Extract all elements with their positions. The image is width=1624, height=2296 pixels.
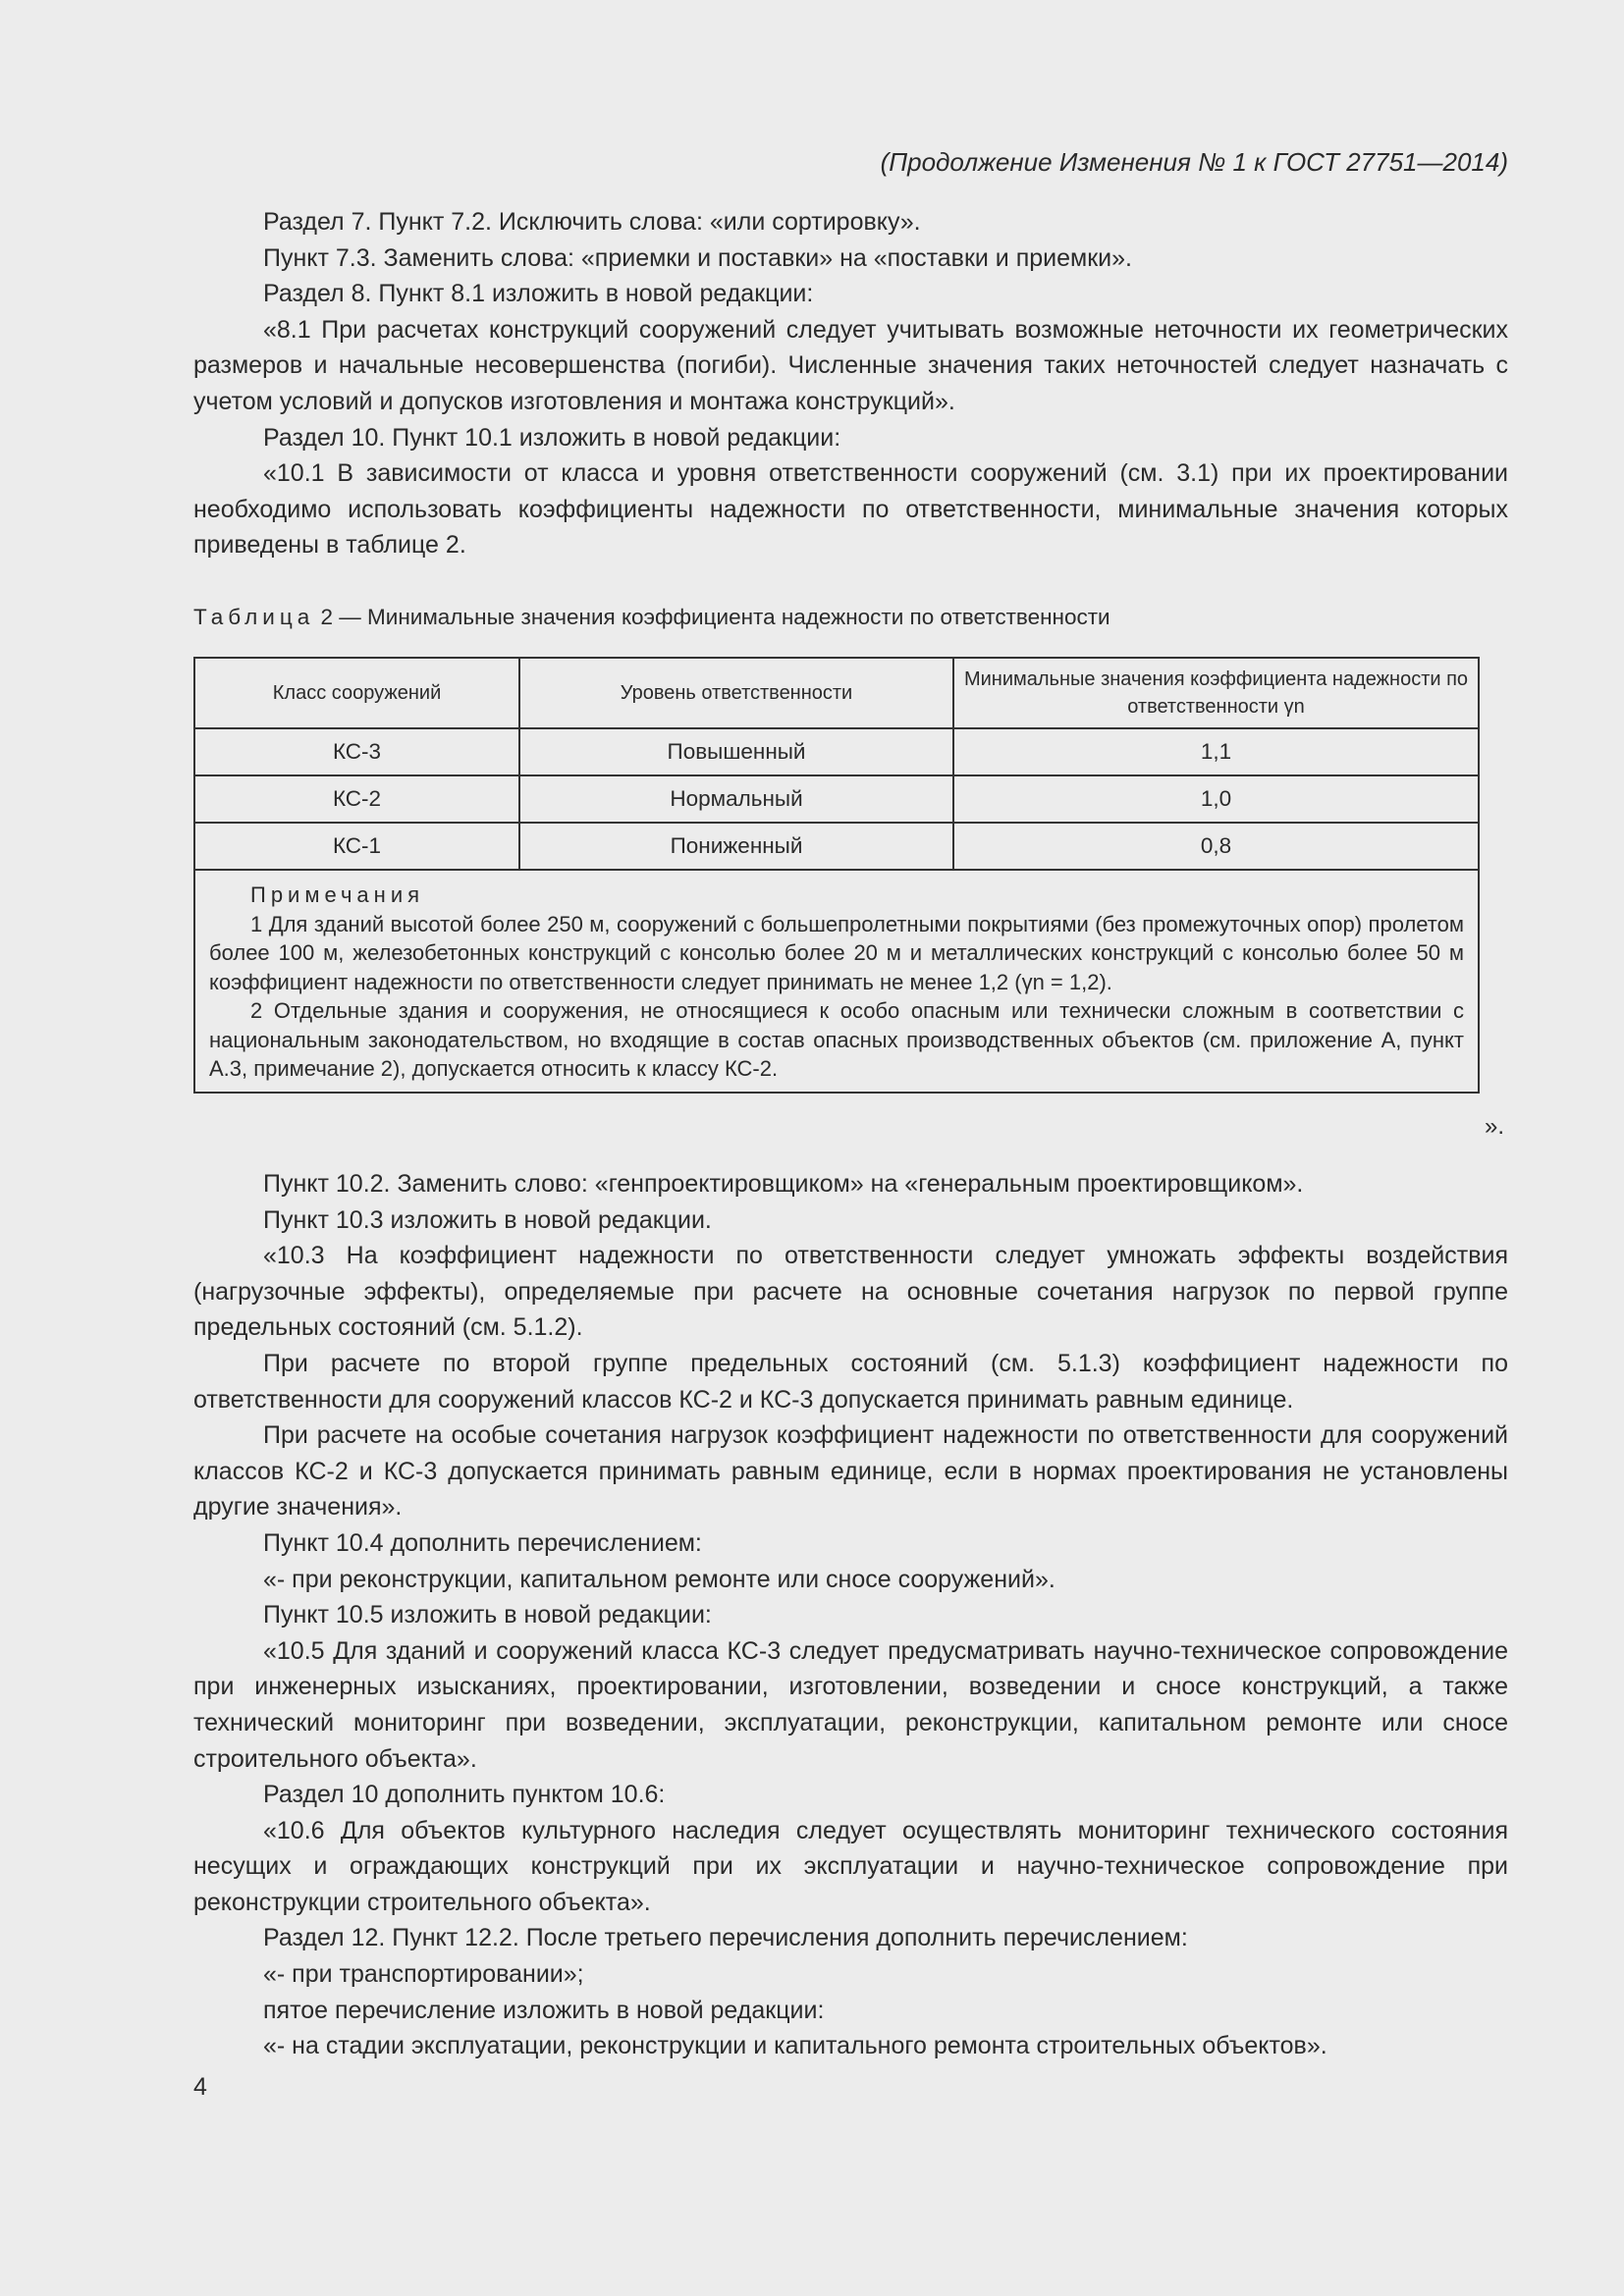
table-header-cell: Минимальные значения коэффициента надежности по ответственности γn	[953, 658, 1479, 728]
table-row	[194, 823, 1479, 870]
reliability-table	[193, 657, 1480, 1094]
paragraph: «- при транспортировании»;	[263, 1960, 584, 1989]
table-cell: Нормальный	[519, 775, 953, 823]
table-row	[194, 728, 1479, 775]
table-header-cell: Уровень ответственности	[519, 658, 953, 728]
paragraph: «10.1 В зависимости от класса и уровня ответственности сооружений (см. 3.1) при их проектировании необходимо использовать коэффициенты надежности по ответственности, минимальные значения которых приведены в таблице 2.	[193, 459, 1508, 560]
paragraph: При расчете по второй группе предельных состояний (см. 5.1.3) коэффициент надежности по ответственности для сооружений классов КС-2 и КС-3 допускается принимать равным единице.	[193, 1349, 1508, 1414]
paragraph: пятое перечисление изложить в новой редакции:	[263, 1996, 825, 2024]
paragraph: Пункт 10.2. Заменить слово: «генпроектировщиком» на «генеральным проектировщиком».	[263, 1170, 1304, 1198]
table-cell: КС-1	[194, 823, 519, 870]
paragraph: Пункт 10.4 дополнить перечислением:	[263, 1528, 702, 1557]
table-cell: 1,1	[953, 728, 1479, 775]
table-notes-row	[194, 870, 1479, 1093]
table-cell: Повышенный	[519, 728, 953, 775]
notes-title: Примечания	[250, 882, 425, 907]
paragraph: «10.6 Для объектов культурного наследия следует осуществлять мониторинг технического состояния несущих и ограждающих конструкций при их эксплуатации и научно-техническое сопровождение при реконструкции строительного объекта».	[193, 1816, 1508, 1916]
page-number: 4	[193, 2073, 207, 2101]
table-caption	[193, 605, 1110, 630]
note: 1 Для зданий высотой более 250 м, сооружений с большепролетными покрытиями (без промежуточных опор) пролетом более 100 м, железобетонных конструкций с консолью более 20 м и металлических конструкций с консолью более 50 м коэффициент надежности по ответственности следует принимать не менее 1,2 (γn = 1,2).	[209, 911, 1464, 994]
table-notes-cell	[194, 870, 1479, 1093]
paragraph: Раздел 12. Пункт 12.2. После третьего перечисления дополнить перечислением:	[263, 1924, 1188, 1952]
paragraph: Раздел 10 дополнить пунктом 10.6:	[263, 1781, 666, 1809]
paragraph: Раздел 10. Пункт 10.1 изложить в новой редакции:	[263, 423, 841, 452]
closing-quote: ».	[1485, 1113, 1505, 1140]
paragraph: «- при реконструкции, капитальном ремонте или сносе сооружений».	[263, 1565, 1056, 1593]
paragraph: Пункт 7.3. Заменить слова: «приемки и поставки» на «поставки и приемки».	[263, 243, 1132, 272]
table-caption-text: 2 — Минимальные значения коэффициента надежности по ответственности	[320, 605, 1110, 629]
text-block-top	[193, 204, 1508, 563]
table-header-row	[194, 658, 1479, 728]
table-cell: 1,0	[953, 775, 1479, 823]
paragraph: Раздел 7. Пункт 7.2. Исключить слова: «или сортировку».	[263, 208, 921, 236]
table-cell: Пониженный	[519, 823, 953, 870]
paragraph: «- на стадии эксплуатации, реконструкции и капитального ремонта строительных объектов».	[263, 2032, 1327, 2060]
note: 2 Отдельные здания и сооружения, не относящиеся к особо опасным или технически сложным в соответствии с национальным законодательством, но входящие в состав опасных производственных объектов (см. приложение А, пункт А.3, примечание 2), допускается относить к классу КС-2.	[209, 998, 1464, 1081]
paragraph: При расчете на особые сочетания нагрузок коэффициент надежности по ответственности для сооружений классов КС-2 и КС-3 допускается принимать равным единице, если в нормах проектирования не установлены другие значения».	[193, 1421, 1508, 1522]
table-header-cell: Класс сооружений	[194, 658, 519, 728]
paragraph: Раздел 8. Пункт 8.1 изложить в новой редакции:	[263, 280, 814, 308]
table-caption-label: Таблица	[193, 605, 315, 629]
paragraph: «10.5 Для зданий и сооружений класса КС-3 следует предусматривать научно-техническое сопровождение при инженерных изысканиях, проектировании, изготовлении, возведении и сносе конструкций, а также технический мониторинг при возведении, эксплуатации, реконструкции, капитальном ремонте или сносе строительного объекта».	[193, 1636, 1508, 1773]
document-header: (Продолжение Изменения № 1 к ГОСТ 27751—2014)	[880, 147, 1508, 177]
paragraph: «8.1 При расчетах конструкций сооружений следует учитывать возможные неточности их геометрических размеров и начальные несовершенства (погиби). Численные значения таких неточностей следует назначать с учетом условий и допусков изготовления и монтажа конструкций».	[193, 315, 1508, 415]
paragraph: «10.3 На коэффициент надежности по ответственности следует умножать эффекты воздействия (нагрузочные эффекты), определяемые при расчете на основные сочетания нагрузок по первой группе предельных состояний (см. 5.1.2).	[193, 1242, 1508, 1342]
paragraph: Пункт 10.3 изложить в новой редакции.	[263, 1205, 712, 1234]
text-block-bottom	[193, 1166, 1508, 2064]
paragraph: Пункт 10.5 изложить в новой редакции:	[263, 1601, 712, 1629]
table-cell: КС-3	[194, 728, 519, 775]
table-cell: 0,8	[953, 823, 1479, 870]
table-cell: КС-2	[194, 775, 519, 823]
table-row	[194, 775, 1479, 823]
